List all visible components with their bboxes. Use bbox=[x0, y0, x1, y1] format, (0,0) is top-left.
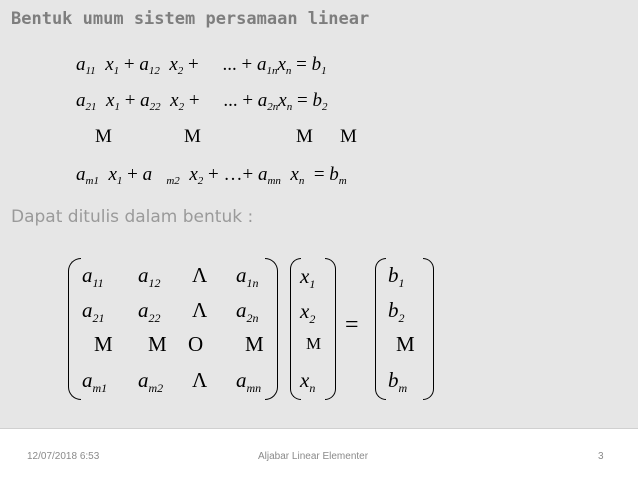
equation-row-3-vdots: M bbox=[95, 126, 112, 147]
equation-row-4: $a_{m1}$ $x_1 + a$ $_{m2}$ $x_2$ + …+ $a_{mn}$ $x_n = b_m$ bbox=[76, 164, 347, 187]
vector-x-right-bracket bbox=[325, 258, 336, 400]
equation-row-3-vdots: M bbox=[340, 126, 357, 147]
matrix-a-cell: $a_{m2}$ bbox=[138, 368, 164, 395]
matrix-a-left-bracket bbox=[68, 258, 81, 400]
matrix-a-cell: Λ bbox=[192, 368, 208, 392]
slide-heading: Bentuk umum sistem persamaan linear bbox=[11, 9, 370, 29]
equation-row-1: $a_{11}$ $x_1 + a_{12}$ $x_2$ + ... + $a_{1n}x_n = b_1$ bbox=[76, 54, 327, 77]
matrix-a-cell: M bbox=[94, 332, 113, 356]
equation-row-3-vdots: M bbox=[296, 126, 313, 147]
matrix-a-cell: $a_{mn}$ bbox=[236, 368, 262, 395]
matrix-a-cell: M bbox=[245, 332, 264, 356]
matrix-a-cell: $a_{21}$ bbox=[82, 298, 105, 325]
matrix-a-cell: $a_{m1}$ bbox=[82, 368, 108, 395]
vector-b-left-bracket bbox=[375, 258, 386, 400]
matrix-a-cell: $a_{12}$ bbox=[138, 263, 161, 290]
matrix-a-cell: $a_{1n}$ bbox=[236, 263, 259, 290]
vector-b-cell: $b_m$ bbox=[388, 368, 408, 395]
matrix-a-cell: Λ bbox=[192, 263, 208, 287]
matrix-a-cell: O bbox=[188, 332, 204, 356]
vector-x-cell: $x_2$ bbox=[300, 299, 316, 326]
vector-b-cell: M bbox=[396, 332, 415, 356]
vector-b-cell: $b_1$ bbox=[388, 263, 405, 290]
equation-row-3-vdots: M bbox=[184, 126, 201, 147]
equals-sign: = bbox=[345, 312, 359, 338]
vector-b-cell: $b_2$ bbox=[388, 298, 405, 325]
matrix-a-cell: $a_{22}$ bbox=[138, 298, 161, 325]
vector-b-right-bracket bbox=[423, 258, 434, 400]
footer-page-number: 3 bbox=[598, 451, 604, 462]
matrix-a-cell: $a_{2n}$ bbox=[236, 298, 259, 325]
vector-x-cell: M bbox=[306, 334, 322, 353]
matrix-a-cell: $a_{11}$ bbox=[82, 263, 104, 290]
slide-subheading: Dapat ditulis dalam bentuk : bbox=[11, 207, 254, 227]
footer-date: 12/07/2018 6:53 bbox=[27, 451, 100, 462]
footer-title: Aljabar Linear Elementer bbox=[258, 451, 369, 462]
equation-row-2: $a_{21}$ $x_1 + a_{22}$ $x_2$ + ... + $a_{2n}x_n = b_2$ bbox=[76, 90, 328, 113]
vector-x-cell: $x_1$ bbox=[300, 264, 316, 291]
vector-x-cell: $x_n$ bbox=[300, 368, 316, 395]
matrix-a-cell: M bbox=[148, 332, 167, 356]
matrix-a-right-bracket bbox=[265, 258, 278, 400]
matrix-a-cell: Λ bbox=[192, 298, 208, 322]
